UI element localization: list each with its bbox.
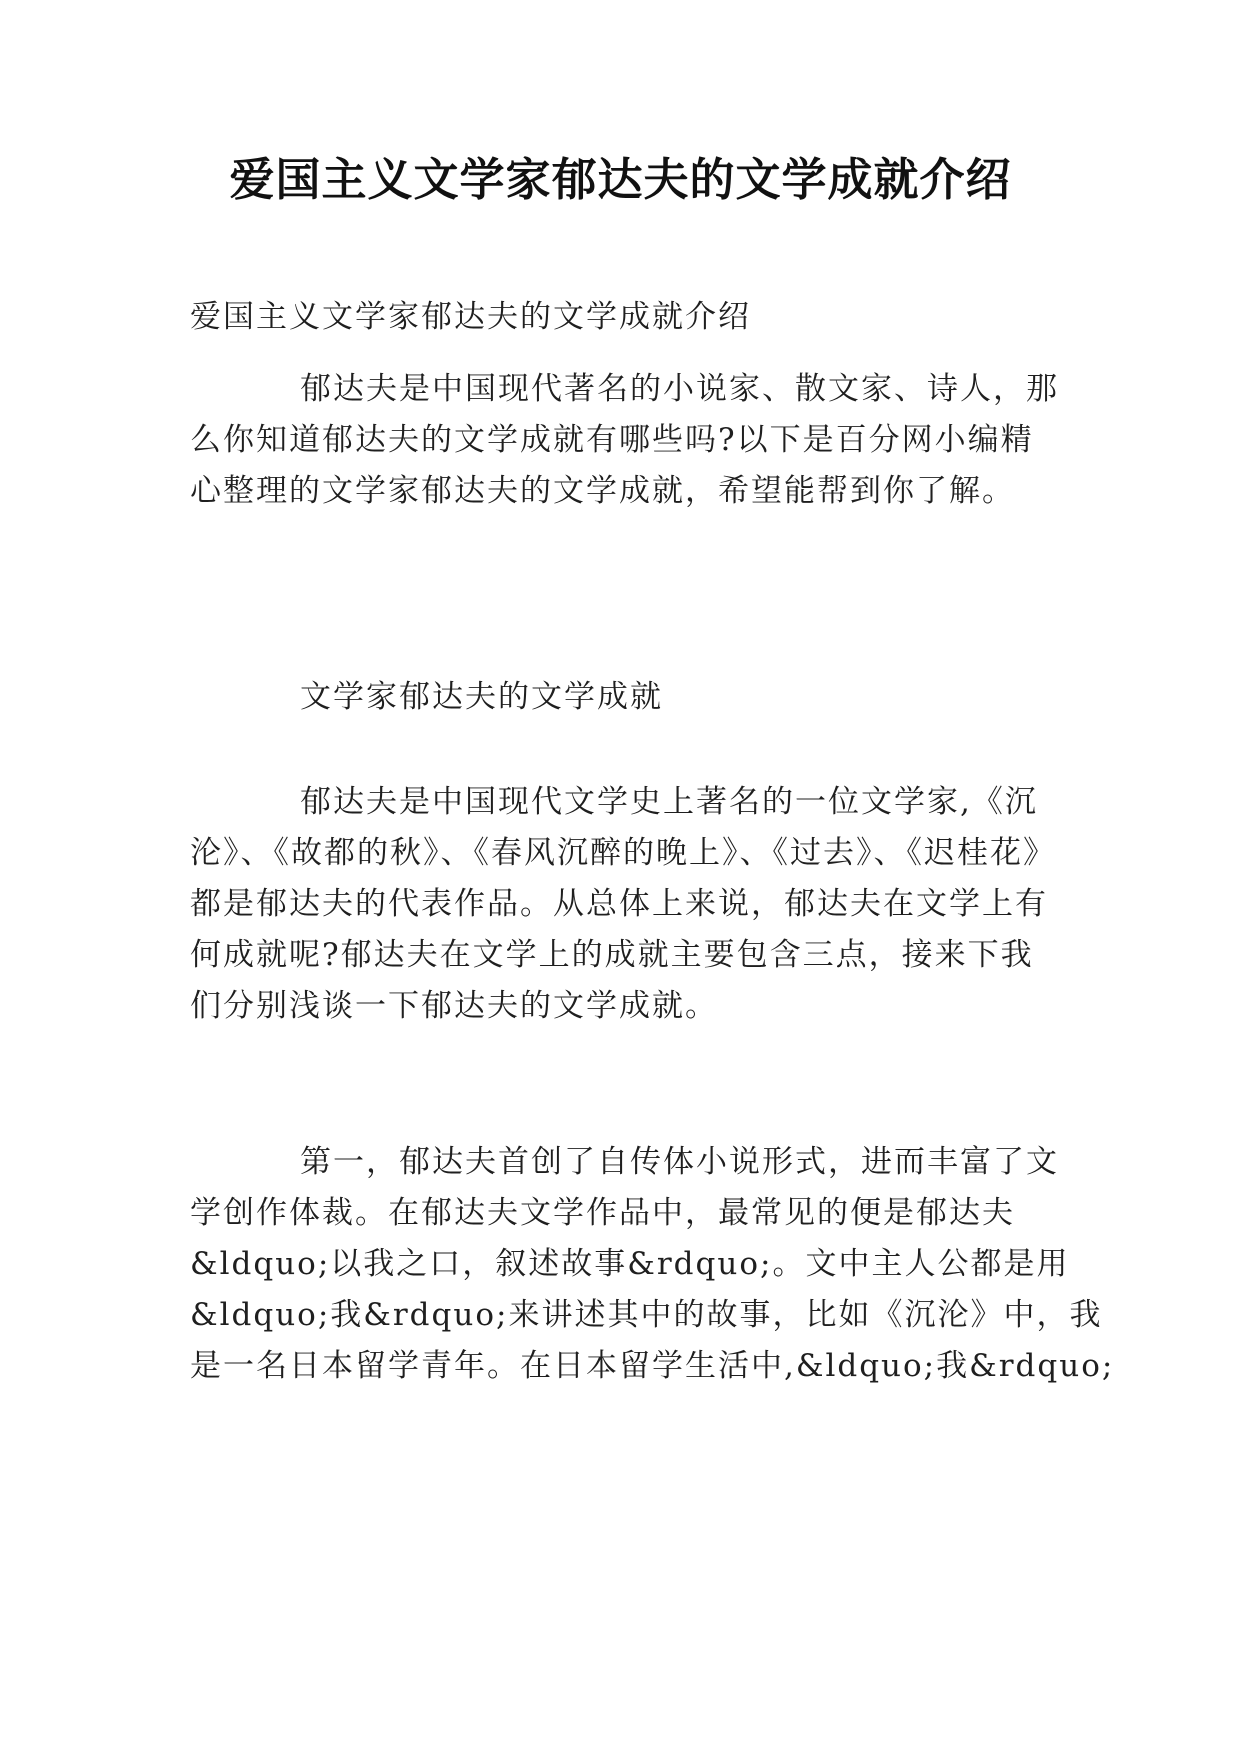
- intro-line-1: 郁达夫是中国现代著名的小说家、散文家、诗人，那: [300, 371, 1059, 407]
- first-point-line-4: &ldquo;我&rdquo;来讲述其中的故事，比如《沉沦》中，我: [190, 1297, 1103, 1333]
- first-point-line-2: 学创作体裁。在郁达夫文学作品中，最常见的便是郁达夫: [190, 1195, 1015, 1231]
- first-point-line-3: &ldquo;以我之口，叙述故事&rdquo;。文中主人公都是用: [190, 1246, 1070, 1282]
- first-point-line-1: 第一，郁达夫首创了自传体小说形式，进而丰富了文: [300, 1144, 1059, 1180]
- first-point-line-5: 是一名日本留学青年。在日本留学生活中,&ldquo;我&rdquo;: [190, 1348, 1115, 1384]
- overview-line-3: 都是郁达夫的代表作品。从总体上来说，郁达夫在文学上有: [190, 886, 1048, 922]
- subtitle-line: 爱国主义文学家郁达夫的文学成就介绍: [190, 299, 751, 335]
- overview-line-1: 郁达夫是中国现代文学史上著名的一位文学家,《沉: [300, 784, 1038, 820]
- overview-line-5: 们分别浅谈一下郁达夫的文学成就。: [190, 988, 718, 1024]
- intro-line-3: 心整理的文学家郁达夫的文学成就，希望能帮到你了解。: [190, 473, 1015, 509]
- overview-line-4: 何成就呢?郁达夫在文学上的成就主要包含三点，接来下我: [190, 937, 1034, 973]
- document-title: 爱国主义文学家郁达夫的文学成就介绍: [229, 153, 1012, 206]
- section-heading: 文学家郁达夫的文学成就: [300, 679, 663, 715]
- intro-line-2: 么你知道郁达夫的文学成就有哪些吗?以下是百分网小编精: [190, 422, 1034, 458]
- overview-line-2: 沦》、《故都的秋》、《春风沉醉的晚上》、《过去》、《迟桂花》: [190, 835, 1056, 871]
